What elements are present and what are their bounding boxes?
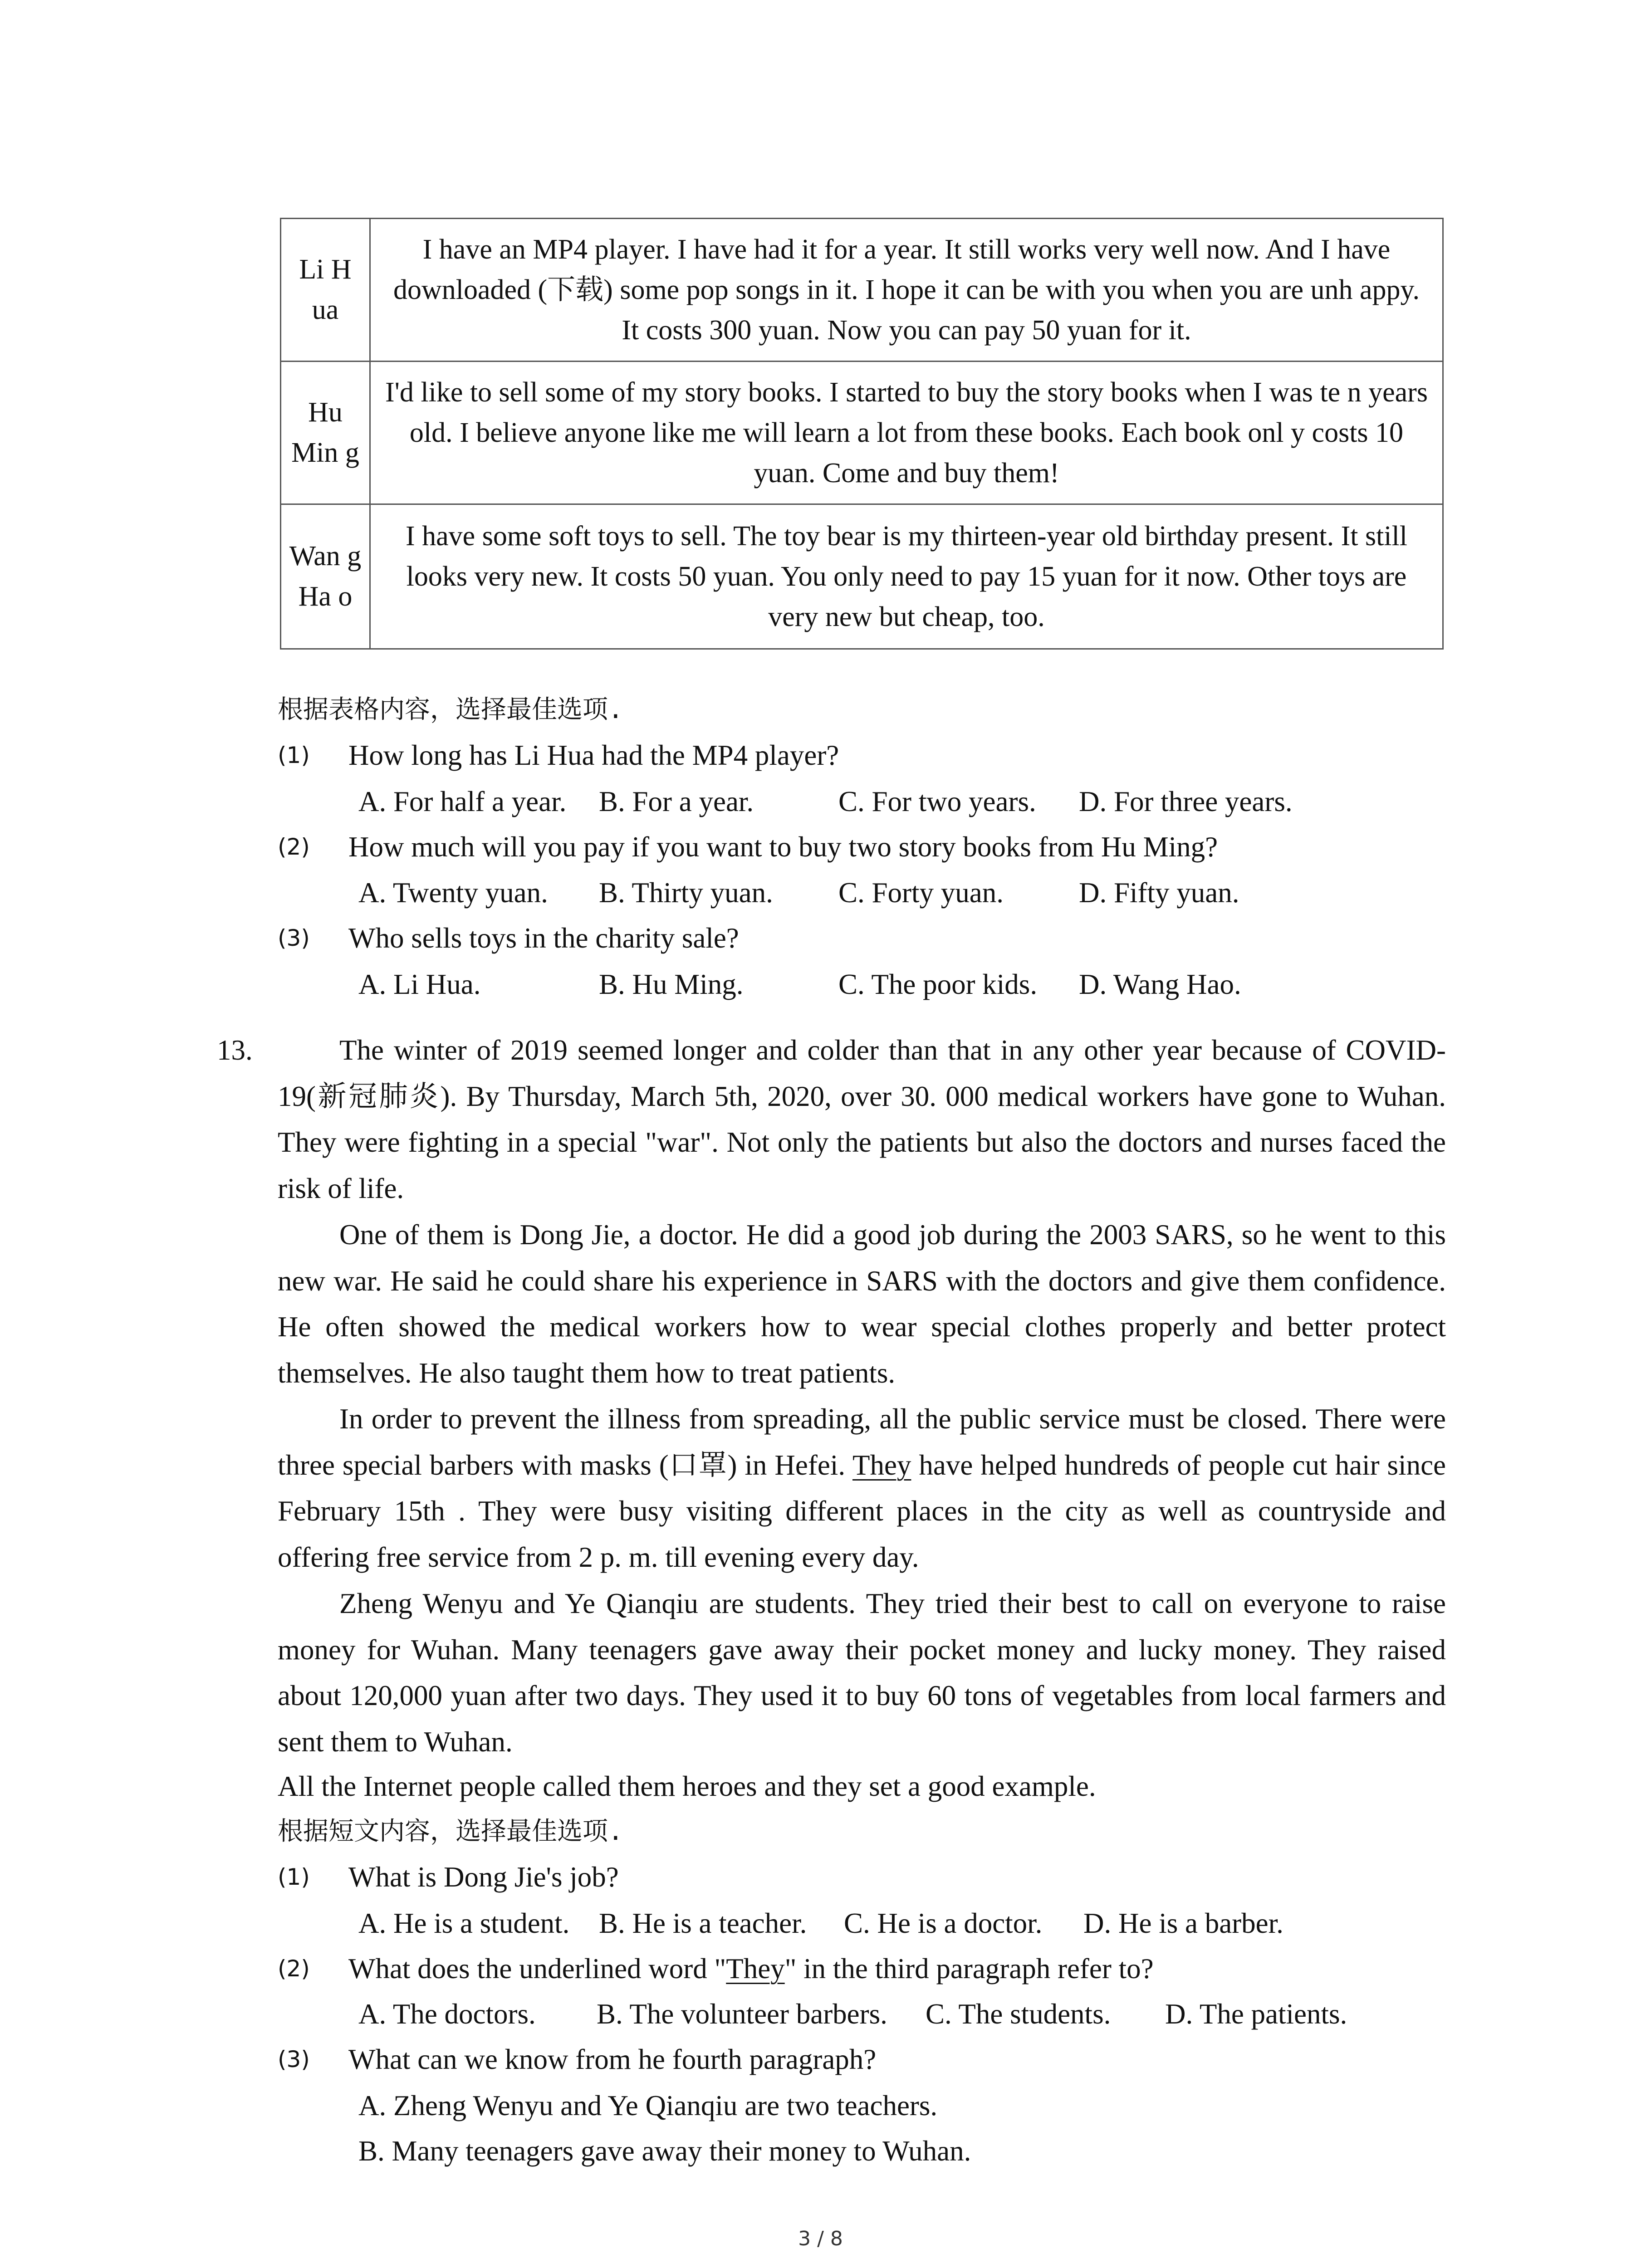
question-stem: What can we know from he fourth paragraph? bbox=[348, 2043, 877, 2075]
item-description-cell: I have an MP4 player. I have had it for a year. It still works very well now. And I have downloaded (下载) some pop songs in it. I hope it can be with you when you are unh appy. It costs 300 yuan. Now you can pay 50 yuan for it. bbox=[370, 219, 1443, 362]
item-description-cell: I'd like to sell some of my story books. I started to buy the story books when I was te n years old. I believe anyone like me will learn a lot from these books. Each book onl y costs 10 yuan. Come and buy them! bbox=[370, 362, 1443, 504]
option-a: A. Li Hua. bbox=[358, 968, 481, 1000]
option-b: B. Hu Ming. bbox=[599, 968, 744, 1000]
option-a: A. For half a year. bbox=[358, 786, 567, 817]
instruction-text: 根据表格内容，选择最佳选项. bbox=[278, 695, 623, 724]
option-a: A. Twenty yuan. bbox=[358, 877, 548, 909]
option-a: A. The doctors. bbox=[358, 1998, 536, 2030]
option-c: C. Forty yuan. bbox=[838, 877, 1004, 909]
question-stem: What does the underlined word "They" in the third paragraph refer to? bbox=[348, 1953, 1154, 1984]
passage-paragraph-1: The winter of 2019 seemed longer and colder than that in any other year because of COVID-19(新冠肺炎). By Thursday, March 5th, 2020, over 30. 000 medical workers have gone to Wuhan. They were fighting in a special "war". Not only the patients but also the doctors and nurses faced the risk of life. bbox=[278, 1034, 1446, 1204]
option-d: D. He is a barber. bbox=[1083, 1907, 1283, 1939]
question-number-13: 13. bbox=[217, 1034, 253, 1066]
table-row bbox=[281, 504, 1443, 649]
underlined-word: They bbox=[852, 1449, 911, 1481]
table-row bbox=[281, 362, 1443, 504]
table-row bbox=[281, 219, 1443, 362]
option-c: C. The poor kids. bbox=[838, 968, 1038, 1000]
item-description-cell: I have some soft toys to sell. The toy bear is my thirteen-year old birthday present. It still looks very new. It costs 50 yuan. You only need to pay 15 yuan for it now. Other toys are very new but cheap, too. bbox=[370, 504, 1443, 649]
option-c: C. He is a doctor. bbox=[844, 1907, 1043, 1939]
page-number: 3 / 8 bbox=[798, 2227, 843, 2250]
option-b: B. For a year. bbox=[599, 786, 754, 817]
option-c: C. For two years. bbox=[838, 786, 1036, 817]
option-a: A. He is a student. bbox=[358, 1907, 570, 1939]
passage-paragraph-2: One of them is Dong Jie, a doctor. He did a good job during the 2003 SARS, so he went to this new war. He said he could share his experience in SARS with the doctors and give them confidence. He often showed the medical workers how to wear special clothes properly and better protect themselves. He also taught them how to treat patients. bbox=[278, 1219, 1446, 1389]
option-b: B. He is a teacher. bbox=[599, 1907, 807, 1939]
seller-name-cell: Hu Min g bbox=[281, 362, 370, 504]
option-a: A. Zheng Wenyu and Ye Qianqiu are two teachers. bbox=[358, 2090, 938, 2121]
option-b: B. Many teenagers gave away their money to Wuhan. bbox=[358, 2135, 971, 2167]
seller-name-cell: Li H ua bbox=[281, 219, 370, 362]
question-number: (2) bbox=[278, 834, 310, 860]
charity-sale-table bbox=[280, 218, 1444, 650]
option-d: D. Fifty yuan. bbox=[1079, 877, 1239, 909]
question-stem: How much will you pay if you want to buy two story books from Hu Ming? bbox=[348, 831, 1218, 863]
question-number: (3) bbox=[278, 2046, 310, 2072]
option-c: C. The students. bbox=[926, 1998, 1111, 2030]
question-number: (3) bbox=[278, 925, 310, 951]
question-number: (1) bbox=[278, 1864, 310, 1890]
option-d: D. For three years. bbox=[1079, 786, 1293, 817]
instruction-text: 根据短文内容，选择最佳选项. bbox=[278, 1817, 623, 1846]
question-number: (1) bbox=[278, 742, 310, 768]
option-d: D. Wang Hao. bbox=[1079, 968, 1241, 1000]
question-number: (2) bbox=[278, 1955, 310, 1982]
passage-paragraph-4: Zheng Wenyu and Ye Qianqiu are students. They tried their best to call on everyone to raise money for Wuhan. Many teenagers gave away their pocket money and lucky money. They raised about 120,000 yuan after two days. They used it to buy 60 tons of vegetables from local farmers and sent them to Wuhan. bbox=[278, 1588, 1446, 1758]
option-b: B. The volunteer barbers. bbox=[597, 1998, 887, 2030]
question-stem: Who sells toys in the charity sale? bbox=[348, 922, 739, 954]
question-stem: How long has Li Hua had the MP4 player? bbox=[348, 739, 839, 771]
passage-paragraph-3: In order to prevent the illness from spreading, all the public service must be closed. There were three special barbers with masks (口罩) in Hefei. They have helped hundreds of people cut hair since February 15th . They were busy visiting different places in the city as well as countryside and offering free service from 2 p. m. till evening every day. bbox=[278, 1403, 1446, 1573]
passage-paragraph-5: All the Internet people called them heroes and they set a good example. bbox=[278, 1770, 1096, 1802]
question-stem: What is Dong Jie's job? bbox=[348, 1861, 619, 1893]
option-d: D. The patients. bbox=[1165, 1998, 1347, 2030]
seller-name-cell: Wan g Ha o bbox=[281, 504, 370, 649]
option-b: B. Thirty yuan. bbox=[599, 877, 773, 909]
